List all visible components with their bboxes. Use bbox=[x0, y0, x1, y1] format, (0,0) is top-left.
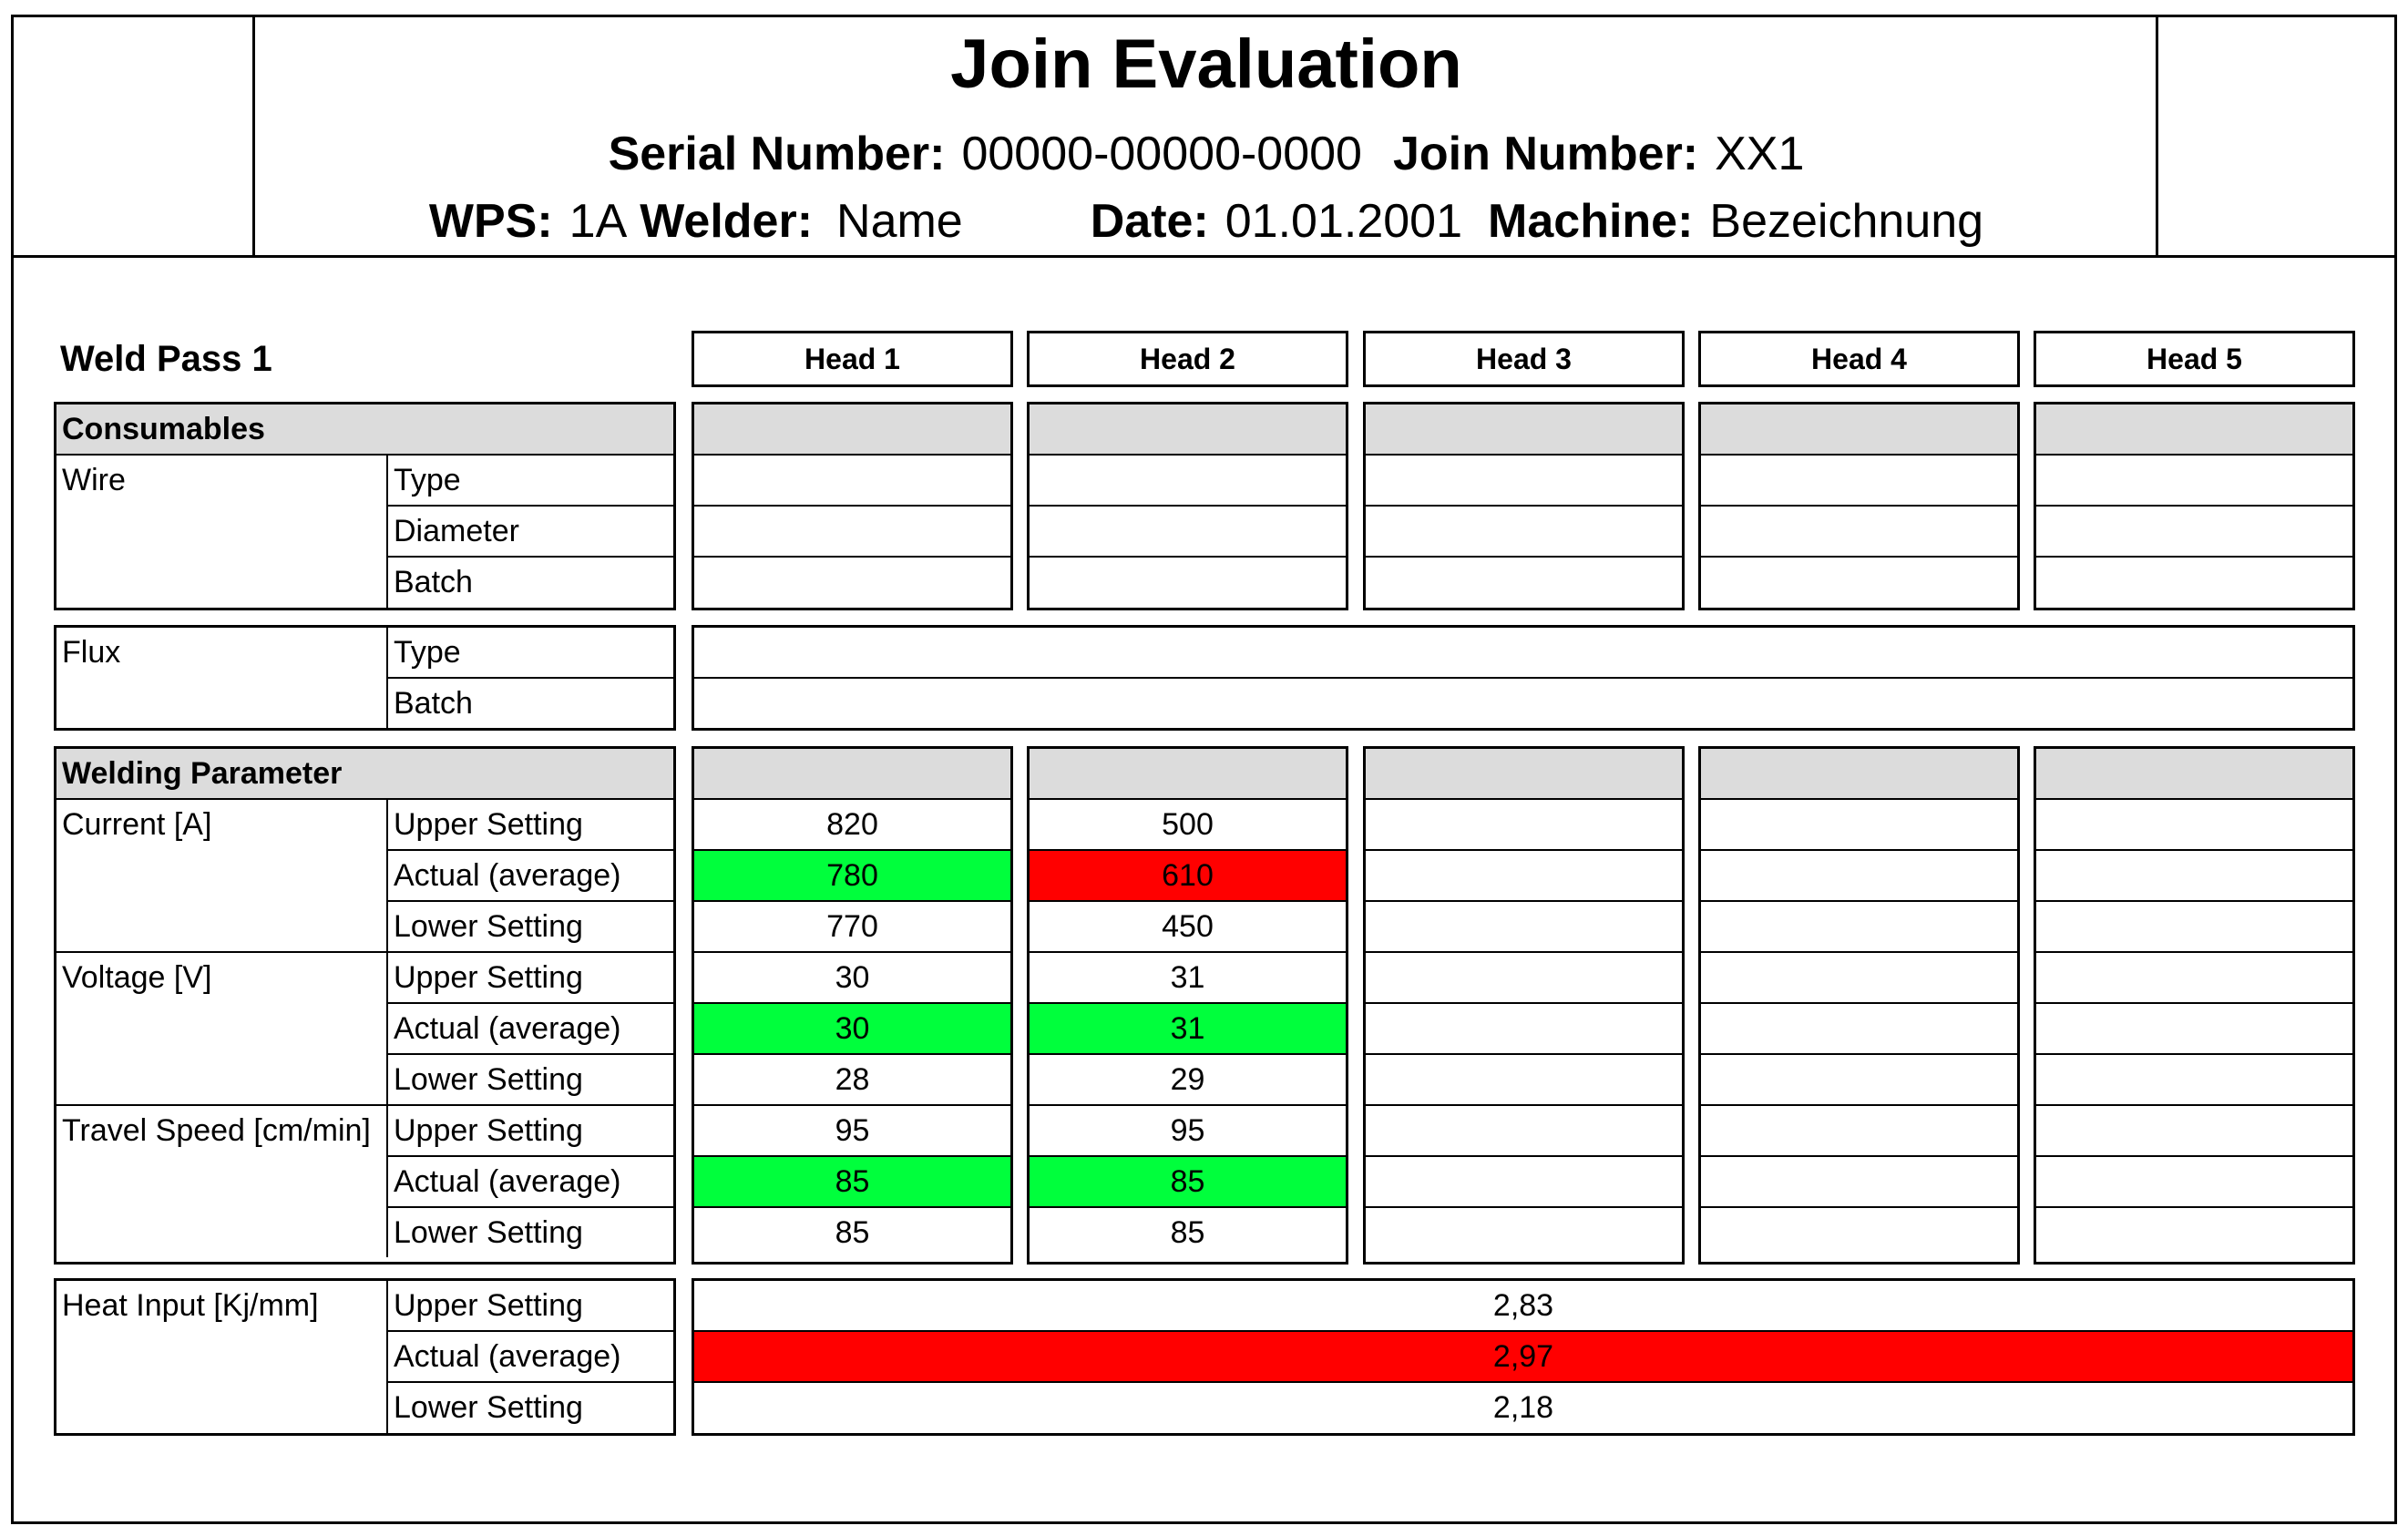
flux-values-block bbox=[692, 625, 2355, 731]
join-value: XX1 bbox=[1715, 128, 1805, 180]
consumable-value-cell bbox=[1030, 507, 1346, 556]
consumables-label-block bbox=[54, 402, 676, 610]
parameter-value-cell: 31 bbox=[1030, 1004, 1346, 1053]
wire-row-label: Batch bbox=[394, 565, 473, 599]
parameter-row-label: Lower Setting bbox=[394, 1062, 583, 1097]
parameter-value-cell bbox=[1701, 851, 2017, 900]
parameter-value-cell: 85 bbox=[694, 1157, 1010, 1206]
head-header: Head 2 bbox=[1027, 331, 1348, 387]
parameter-row-label: Actual (average) bbox=[394, 1164, 621, 1199]
parameter-value-cell bbox=[1366, 1004, 1682, 1053]
parameter-value-cell bbox=[1366, 851, 1682, 900]
parameter-value-cell bbox=[1701, 1055, 2017, 1104]
flux-row-label: Batch bbox=[394, 686, 473, 721]
parameter-group-label: Voltage [V] bbox=[62, 960, 212, 995]
header-line-wps bbox=[255, 189, 2157, 253]
parameter-row-label: Upper Setting bbox=[394, 960, 583, 995]
welding-shade-cell bbox=[694, 749, 1010, 798]
consumable-value-cell bbox=[1701, 456, 2017, 505]
consumables-head-column bbox=[1363, 402, 1685, 610]
page-title: Join Evaluation bbox=[950, 26, 1462, 103]
consumables-shade-cell bbox=[1030, 404, 1346, 454]
welder-value: Name bbox=[836, 195, 963, 248]
heat-input-row-label: Actual (average) bbox=[394, 1339, 621, 1374]
parameter-value-cell bbox=[2036, 800, 2352, 849]
parameter-value-cell bbox=[1701, 1106, 2017, 1155]
wire-label: Wire bbox=[62, 463, 126, 497]
welding-shade-cell bbox=[2036, 749, 2352, 798]
parameter-value-cell bbox=[2036, 851, 2352, 900]
parameter-value-cell bbox=[1701, 953, 2017, 1002]
parameter-value-cell bbox=[2036, 1004, 2352, 1053]
parameter-value-cell bbox=[1366, 1208, 1682, 1257]
consumables-title: Consumables bbox=[56, 404, 673, 454]
wire-row-label: Type bbox=[394, 463, 461, 497]
parameter-row-label: Actual (average) bbox=[394, 1011, 621, 1046]
welder-label: Welder: bbox=[640, 195, 814, 248]
consumables-head-column bbox=[1698, 402, 2020, 610]
consumable-value-cell bbox=[1701, 558, 2017, 607]
consumable-value-cell bbox=[694, 558, 1010, 607]
parameter-value-cell: 85 bbox=[1030, 1157, 1346, 1206]
parameter-value-cell bbox=[1701, 1157, 2017, 1206]
heat-input-values-block bbox=[692, 1278, 2355, 1436]
machine-label: Machine: bbox=[1488, 195, 1694, 248]
consumable-value-cell bbox=[2036, 456, 2352, 505]
parameter-value-cell: 29 bbox=[1030, 1055, 1346, 1104]
welding-head-column bbox=[1698, 746, 2020, 1265]
consumables-head-column bbox=[1027, 402, 1348, 610]
parameter-row-label: Upper Setting bbox=[394, 1113, 583, 1148]
parameter-value-cell bbox=[1366, 953, 1682, 1002]
consumables-shade-cell bbox=[2036, 404, 2352, 454]
heat-input-row-label: Upper Setting bbox=[394, 1288, 583, 1323]
consumables-head-column bbox=[2034, 402, 2355, 610]
consumable-value-cell bbox=[1030, 558, 1346, 607]
parameter-value-cell bbox=[2036, 953, 2352, 1002]
heat-input-label: Heat Input [Kj/mm] bbox=[62, 1288, 319, 1323]
flux-row-label: Type bbox=[394, 635, 461, 670]
parameter-value-cell: 500 bbox=[1030, 800, 1346, 849]
date-label: Date: bbox=[1090, 195, 1209, 248]
parameter-value-cell: 450 bbox=[1030, 902, 1346, 951]
consumables-shade-cell bbox=[1366, 404, 1682, 454]
consumable-value-cell bbox=[1366, 456, 1682, 505]
consumables-shade-cell bbox=[694, 404, 1010, 454]
consumable-value-cell bbox=[2036, 507, 2352, 556]
consumable-value-cell bbox=[694, 456, 1010, 505]
wps-value: 1A bbox=[569, 195, 628, 248]
parameter-value-cell: 820 bbox=[694, 800, 1010, 849]
welding-parameter-title: Welding Parameter bbox=[56, 749, 673, 798]
parameter-value-cell bbox=[1701, 1004, 2017, 1053]
welding-shade-cell bbox=[1701, 749, 2017, 798]
parameter-value-cell: 85 bbox=[1030, 1208, 1346, 1257]
header-line-serial bbox=[255, 122, 2157, 186]
welding-head-column bbox=[692, 746, 1013, 1265]
heat-input-label-block bbox=[54, 1278, 676, 1436]
head-header: Head 3 bbox=[1363, 331, 1685, 387]
welding-shade-cell bbox=[1366, 749, 1682, 798]
header-divider bbox=[11, 255, 2397, 258]
parameter-value-cell: 95 bbox=[1030, 1106, 1346, 1155]
welding-head-column bbox=[1363, 746, 1685, 1265]
parameter-value-cell bbox=[2036, 1106, 2352, 1155]
head-header: Head 4 bbox=[1698, 331, 2020, 387]
parameter-value-cell: 31 bbox=[1030, 953, 1346, 1002]
parameter-value-cell: 610 bbox=[1030, 851, 1346, 900]
consumable-value-cell bbox=[1366, 558, 1682, 607]
parameter-value-cell bbox=[1366, 1106, 1682, 1155]
welding-head-column bbox=[1027, 746, 1348, 1265]
consumable-value-cell bbox=[1366, 507, 1682, 556]
parameter-value-cell: 30 bbox=[694, 953, 1010, 1002]
wire-row-label: Diameter bbox=[394, 514, 519, 548]
parameter-value-cell bbox=[1701, 1208, 2017, 1257]
heat-input-row-label: Lower Setting bbox=[394, 1390, 583, 1425]
welding-parameter-label-block bbox=[54, 746, 676, 1265]
wps-label: WPS: bbox=[428, 195, 553, 248]
parameter-value-cell: 85 bbox=[694, 1208, 1010, 1257]
welding-head-column bbox=[2034, 746, 2355, 1265]
head-header: Head 1 bbox=[692, 331, 1013, 387]
heat-input-value: 2,18 bbox=[694, 1383, 2352, 1432]
parameter-value-cell: 770 bbox=[694, 902, 1010, 951]
parameter-value-cell bbox=[1366, 1157, 1682, 1206]
machine-value: Bezeichnung bbox=[1709, 195, 1984, 248]
heat-input-value: 2,83 bbox=[694, 1281, 2352, 1330]
column-divider bbox=[386, 800, 388, 1257]
parameter-value-cell bbox=[2036, 902, 2352, 951]
parameter-value-cell bbox=[1366, 800, 1682, 849]
parameter-value-cell: 28 bbox=[694, 1055, 1010, 1104]
flux-label: Flux bbox=[62, 635, 121, 670]
parameter-row-label: Lower Setting bbox=[394, 909, 583, 944]
parameter-value-cell: 95 bbox=[694, 1106, 1010, 1155]
parameter-value-cell bbox=[1701, 800, 2017, 849]
weld-pass-title: Weld Pass 1 bbox=[60, 339, 272, 379]
consumable-value-cell bbox=[694, 507, 1010, 556]
serial-label: Serial Number: bbox=[608, 128, 946, 180]
parameter-value-cell bbox=[1701, 902, 2017, 951]
parameter-group-label: Travel Speed [cm/min] bbox=[62, 1113, 371, 1148]
serial-value: 00000-00000-0000 bbox=[961, 128, 1362, 180]
parameter-row-label: Actual (average) bbox=[394, 858, 621, 893]
parameter-value-cell: 780 bbox=[694, 851, 1010, 900]
consumables-head-column bbox=[692, 402, 1013, 610]
head-header: Head 5 bbox=[2034, 331, 2355, 387]
heat-input-value: 2,97 bbox=[694, 1332, 2352, 1381]
consumable-value-cell bbox=[2036, 558, 2352, 607]
parameter-row-label: Lower Setting bbox=[394, 1215, 583, 1250]
parameter-value-cell: 30 bbox=[694, 1004, 1010, 1053]
parameter-value-cell bbox=[2036, 1055, 2352, 1104]
welding-shade-cell bbox=[1030, 749, 1346, 798]
flux-label-block bbox=[54, 625, 676, 731]
date-value: 01.01.2001 bbox=[1224, 195, 1463, 248]
parameter-value-cell bbox=[1366, 1055, 1682, 1104]
consumable-value-cell bbox=[1701, 507, 2017, 556]
parameter-value-cell bbox=[1366, 902, 1682, 951]
consumable-value-cell bbox=[1030, 456, 1346, 505]
join-label: Join Number: bbox=[1392, 128, 1699, 180]
parameter-value-cell bbox=[2036, 1157, 2352, 1206]
parameter-group-label: Current [A] bbox=[62, 807, 212, 842]
parameter-value-cell bbox=[2036, 1208, 2352, 1257]
consumables-shade-cell bbox=[1701, 404, 2017, 454]
parameter-row-label: Upper Setting bbox=[394, 807, 583, 842]
